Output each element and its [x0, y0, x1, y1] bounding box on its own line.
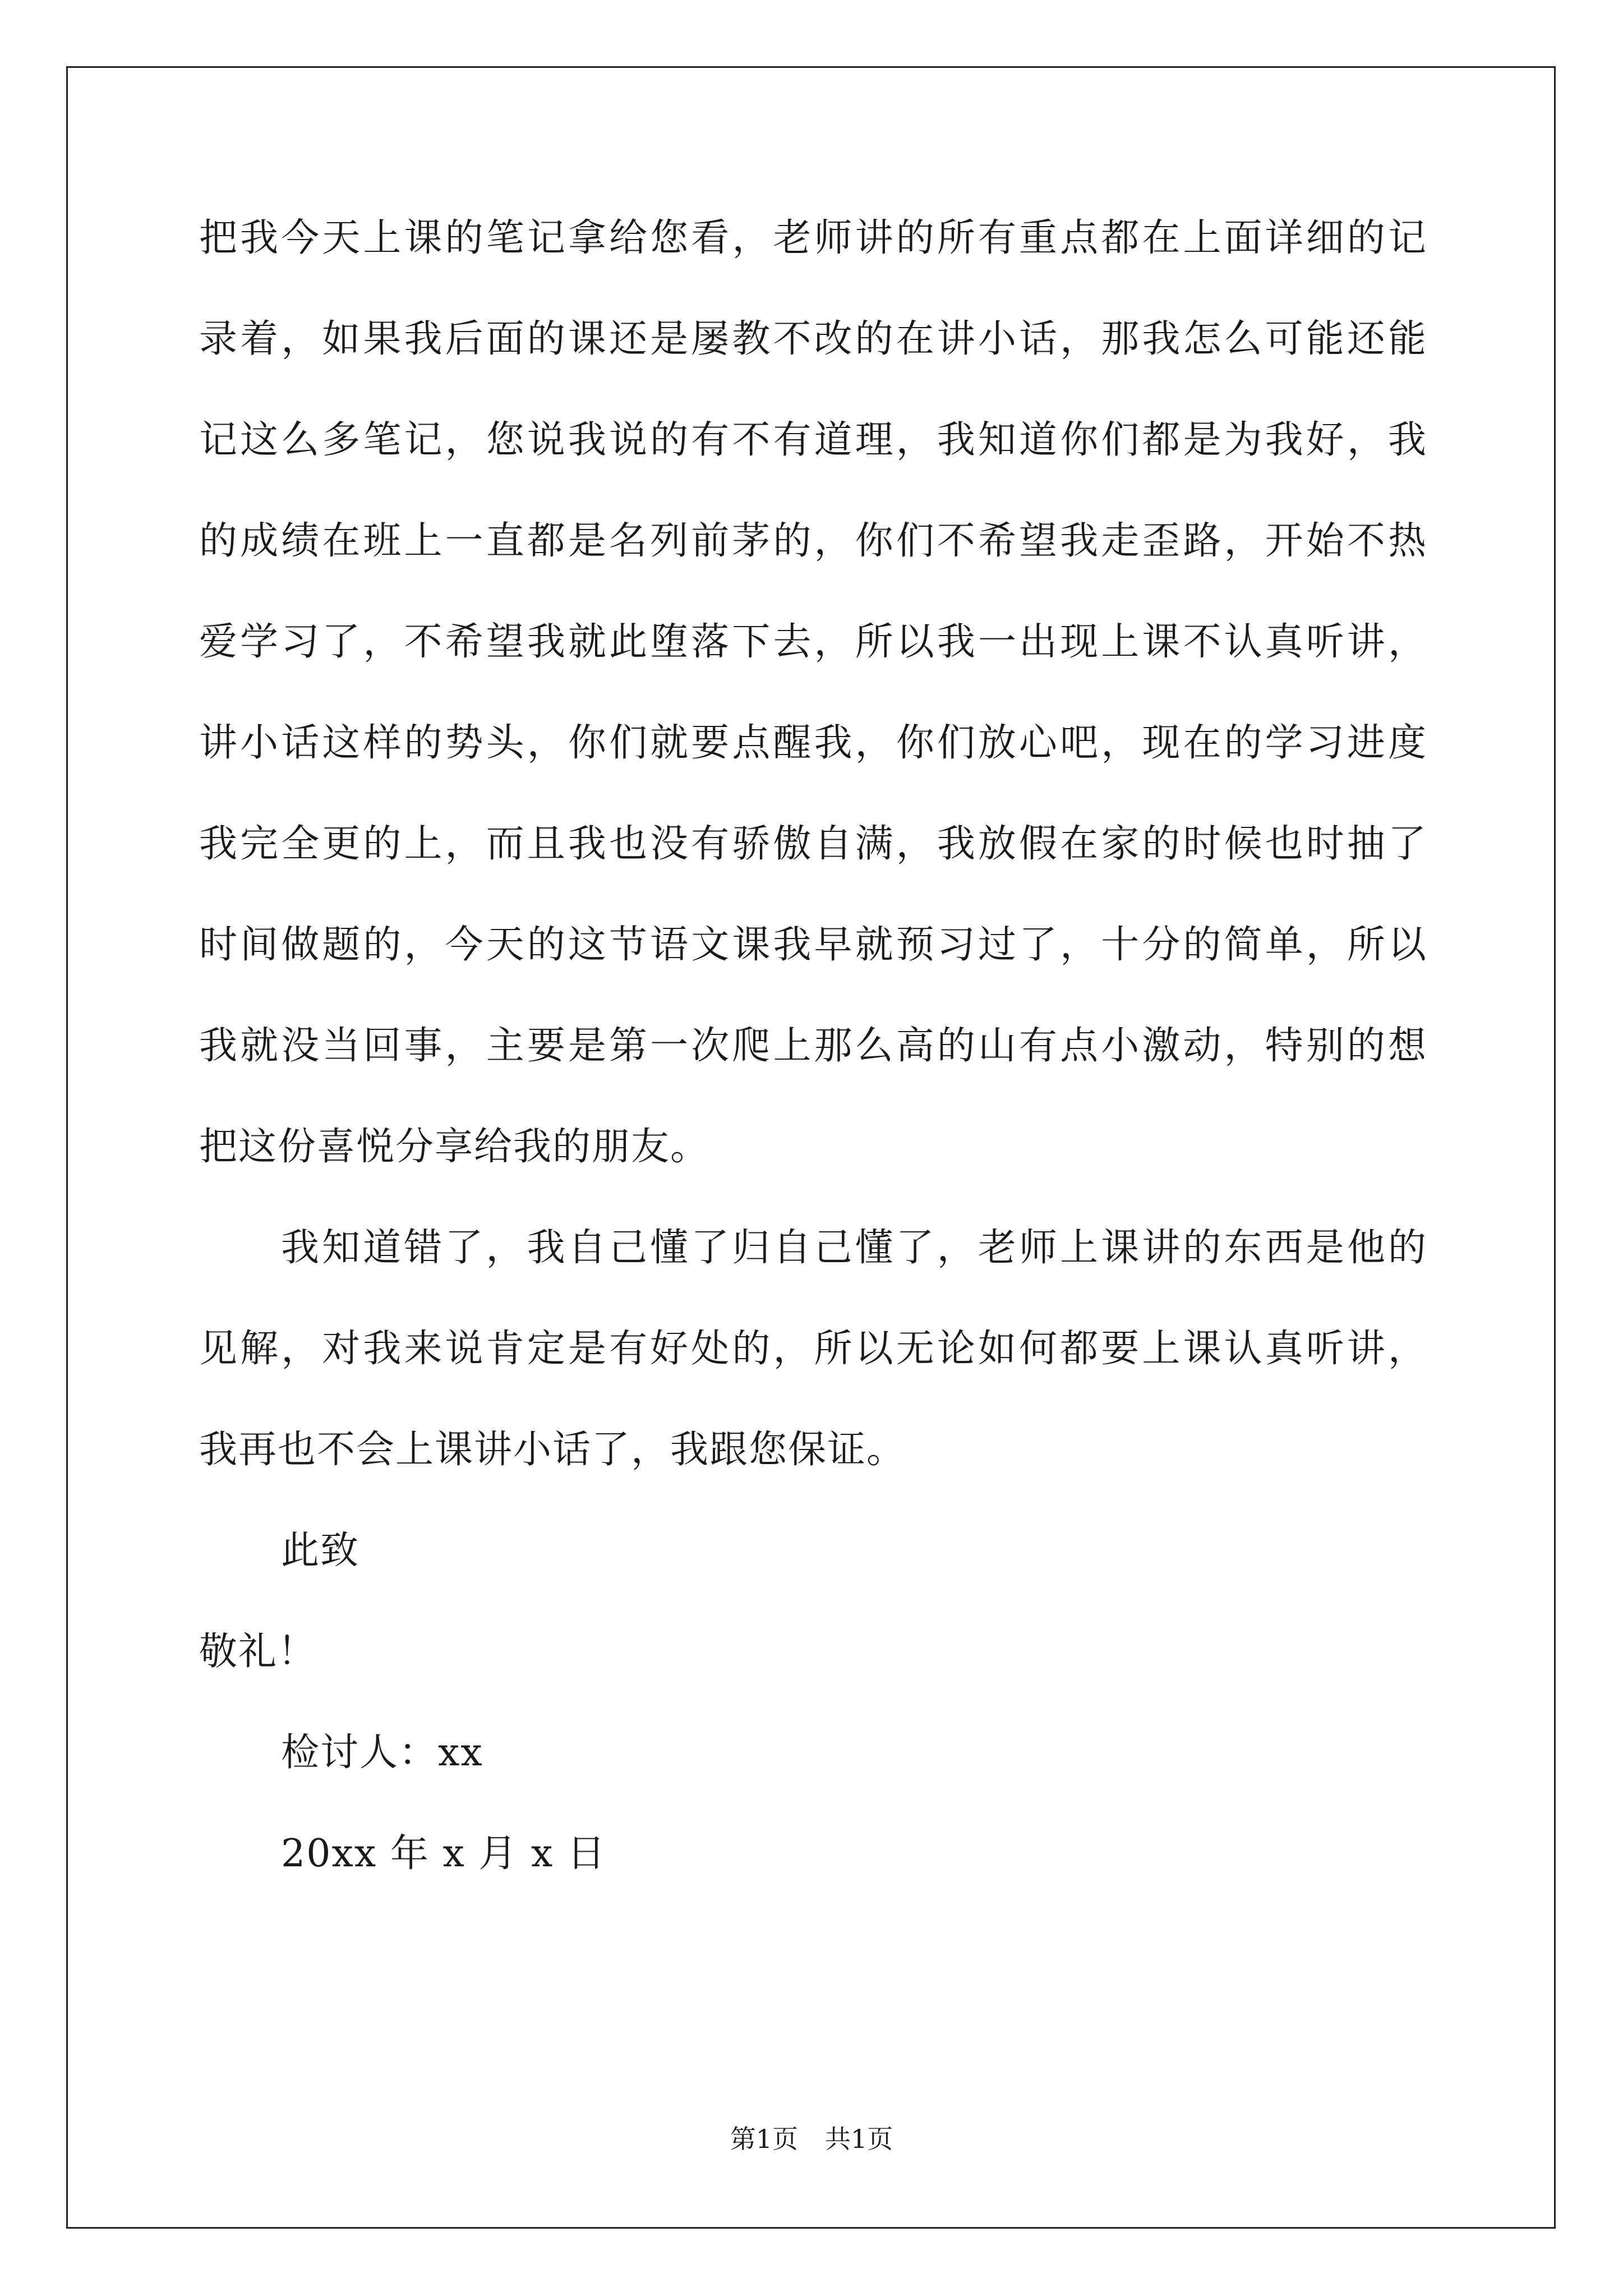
paragraph-line: 我就没当回事，主要是第一次爬上那么高的山有点小激动，特别的想 — [199, 1024, 1427, 1068]
closing-respect: 敬礼！ — [199, 1630, 317, 1674]
page-footer — [0, 2122, 1623, 2156]
paragraph-line: 爱学习了，不希望我就此堕落下去，所以我一出现上课不认真听讲， — [199, 620, 1427, 664]
paragraph-line: 讲小话这样的势头，你们就要点醒我，你们放心吧，现在的学习进度 — [199, 721, 1427, 765]
paragraph-line: 把这份喜悦分享给我的朋友。 — [199, 1125, 710, 1169]
paragraph-line: 我再也不会上课讲小话了，我跟您保证。 — [199, 1428, 906, 1472]
paragraph-line: 时间做题的，今天的这节语文课我早就预习过了，十分的简单，所以 — [199, 923, 1427, 967]
page-number-current: 第1页 — [730, 2124, 798, 2154]
paragraph-line: 记这么多笔记，您说我说的有不有道理，我知道你们都是为我好，我 — [199, 418, 1427, 462]
paragraph-line: 我完全更的上，而且我也没有骄傲自满，我放假在家的时候也时抽了 — [199, 822, 1427, 866]
signature-line: 检讨人：xx — [281, 1731, 483, 1775]
paragraph-line: 见解，对我来说肯定是有好处的，所以无论如何都要上课认真听讲， — [199, 1327, 1427, 1371]
letter-body — [199, 213, 1427, 1930]
page-number-total: 共1页 — [825, 2124, 893, 2154]
closing-salutation: 此致 — [281, 1529, 360, 1573]
paragraph-line: 录着，如果我后面的课还是屡教不改的在讲小话，那我怎么可能还能 — [199, 317, 1427, 361]
paragraph-line: 把我今天上课的笔记拿给您看，老师讲的所有重点都在上面详细的记 — [199, 216, 1427, 260]
paragraph-line: 的成绩在班上一直都是名列前茅的，你们不希望我走歪路，开始不热 — [199, 519, 1427, 563]
date-line: 20xx 年 x 月 x 日 — [281, 1832, 607, 1876]
paragraph-line: 我知道错了，我自己懂了归自己懂了，老师上课讲的东西是他的 — [281, 1226, 1427, 1270]
